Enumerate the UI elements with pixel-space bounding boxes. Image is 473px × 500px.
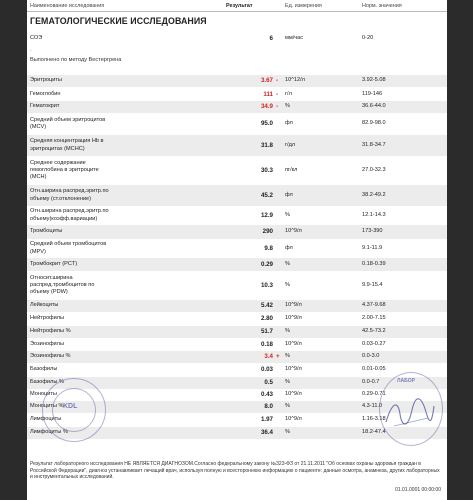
row-reference-range: 0-20 — [362, 35, 374, 42]
row-reference-range: 12.1-14.3 — [362, 211, 386, 218]
stamp-left-inner-ring — [52, 388, 96, 432]
row-unit: мм/час — [285, 35, 304, 42]
row-reference-range: 0.0-0.7 — [362, 379, 380, 386]
table-row — [27, 157, 447, 184]
table-row — [27, 339, 447, 351]
signature-icon — [382, 392, 437, 434]
row-unit: % — [285, 211, 290, 218]
disclaimer-text: Результат лабораторного исследования НЕ ЯВЛЯЕТСЯ ДИАГНОЗОМ.Согласно федеральному закону №323-ФЗ от 21.11.2011 "Об основах охраны здоровья граждан в Российской Федерации", диагноз устанавливает лечащий врач, используя полную и всестороннюю информацию о пациенте: данные осмотра, анамнеза, других лабораторных и инструментальных исследований. — [30, 461, 440, 481]
row-test-name: Гемоглобин — [30, 90, 61, 97]
row-reference-range: 0.01-0.05 — [362, 366, 386, 373]
row-result-value: 95.0 — [260, 120, 273, 128]
row-flag: + — [276, 353, 280, 361]
table-row — [27, 240, 447, 257]
table-row — [27, 33, 447, 45]
row-result-value: 290 — [262, 228, 273, 236]
row-reference-range: 3.92-5.08 — [362, 77, 386, 84]
table-row — [27, 75, 447, 87]
row-test-name: Средняя концентрация Hb в эритроцитах (MCHC) — [30, 138, 104, 152]
header-name: Наименование исследования — [30, 3, 105, 9]
row-unit: 10^9/л — [285, 302, 302, 309]
row-test-name: Отн.ширина распред.эритр.по объему(коэфф.вариации) — [30, 208, 109, 222]
row-unit: пг/кл — [285, 166, 298, 173]
row-flag: - — [276, 90, 279, 98]
row-test-name: Относит.ширина распред.тромбоцитов по объему (PDW) — [30, 274, 95, 296]
method-note: Выполнено по методу Вестергрена — [30, 57, 122, 63]
row-result-value: 30.3 — [260, 166, 273, 174]
row-test-name: Нейтрофилы % — [30, 328, 71, 335]
table-row — [27, 326, 447, 338]
row-unit: % — [285, 379, 290, 386]
table-row — [27, 207, 447, 224]
row-reference-range: 27.0-32.3 — [362, 166, 386, 173]
row-unit: фл — [285, 244, 293, 251]
section-title: ГЕМАТОЛОГИЧЕСКИЕ ИССЛЕДОВАНИЯ — [30, 16, 207, 26]
row-unit: % — [285, 281, 290, 288]
table-row — [27, 364, 447, 376]
row-unit: % — [285, 328, 290, 335]
row-result-value: 9.8 — [264, 244, 273, 252]
row-unit: % — [285, 260, 290, 267]
table-row — [27, 258, 447, 271]
row-test-name: Эозинофилы % — [30, 353, 71, 360]
stamp-right-text: ЛАБОР — [397, 378, 415, 384]
table-row — [27, 225, 447, 239]
row-result-value: 34.9 — [260, 103, 273, 111]
row-result-value: 6 — [269, 35, 273, 43]
row-result-value: 8.0 — [264, 403, 273, 411]
row-reference-range: 0.0-3.0 — [362, 353, 380, 360]
row-test-name: Лимфоциты % — [30, 429, 68, 436]
row-reference-range: 119-146 — [362, 90, 383, 97]
row-test-name: Эозинофилы — [30, 341, 64, 348]
row-unit: 10^9/л — [285, 391, 302, 398]
table-row — [27, 185, 447, 206]
row-result-value: 51.7 — [260, 328, 273, 336]
row-test-name: Лейкоциты — [30, 302, 59, 309]
row-reference-range: 4.37-9.68 — [362, 302, 386, 309]
stamp-left-text: KDL — [63, 403, 78, 410]
row-unit: % — [285, 403, 290, 410]
row-reference-range: 4.3-11.0 — [362, 403, 383, 410]
table-row — [27, 101, 447, 113]
row-reference-range: 38.2-49.2 — [362, 191, 386, 198]
row-reference-range: 9.1-11.9 — [362, 244, 383, 251]
row-unit: % — [285, 429, 290, 436]
row-reference-range: 0.29-0.71 — [362, 391, 386, 398]
row-reference-range: 0.18-0.39 — [362, 260, 386, 267]
row-reference-range: 36.6-44.0 — [362, 103, 386, 110]
row-test-name: Моноциты % — [30, 403, 64, 410]
row-test-name: Тромбоциты — [30, 228, 63, 235]
row-test-name: Средний объем эритроцитов (MCV) — [30, 116, 106, 130]
footer-timestamp: 01.01.0001 00:00:00 — [395, 487, 441, 493]
table-row — [27, 89, 447, 100]
row-test-name: Отн.ширина распред.эритр.по объему (ст.отклонение) — [30, 188, 109, 202]
row-test-name: Лимфоциты — [30, 416, 62, 423]
row-result-value: 0.29 — [260, 260, 273, 268]
row-result-value: 0.03 — [260, 366, 273, 374]
row-unit: г/л — [285, 90, 292, 97]
row-unit: фл — [285, 120, 293, 127]
row-test-name: Моноциты — [30, 391, 57, 398]
table-row — [27, 313, 447, 325]
row-result-value: 10.3 — [260, 281, 273, 289]
row-unit: фл — [285, 191, 293, 198]
row-result-value: 5.42 — [260, 302, 273, 310]
row-result-value: 1.97 — [260, 416, 273, 424]
row-result-value: 2.80 — [260, 315, 273, 323]
row-flag: - — [276, 77, 279, 85]
row-result-value: 3.4 — [264, 353, 273, 361]
row-result-value: 111 — [263, 90, 273, 98]
row-reference-range: 2.00-7.15 — [362, 315, 386, 322]
table-row — [27, 351, 447, 363]
row-test-name: Базофилы — [30, 366, 58, 373]
table-row — [27, 114, 447, 134]
row-test-name: Базофилы % — [30, 379, 64, 386]
row-result-value: 3.67 — [260, 77, 273, 85]
row-test-name: Нейтрофилы — [30, 315, 65, 322]
table-row — [27, 135, 447, 156]
row-test-name: Эритроциты — [30, 77, 62, 84]
row-unit: 10^9/л — [285, 228, 302, 235]
row-reference-range: 42.5-73.2 — [362, 328, 386, 335]
row-reference-range: 0.03-0.27 — [362, 341, 386, 348]
row-test-name: Средний объем тромбоцитов (MPV) — [30, 241, 107, 255]
row-result-value: 0.5 — [264, 379, 273, 387]
row-reference-range: 31.8-34.7 — [362, 141, 386, 148]
row-result-value: 31.8 — [260, 141, 273, 149]
header-ref: Норм. значения — [362, 3, 402, 9]
row-unit: г/дл — [285, 141, 296, 148]
row-result-value: 0.18 — [260, 341, 273, 349]
row-test-name: Среднее содержание гемоглобина в эритроците (MCH) — [30, 159, 99, 181]
row-reference-range: 18.2-47.4 — [362, 429, 386, 436]
row-reference-range: 173-390 — [362, 228, 383, 235]
row-test-name: Гематокрит — [30, 103, 60, 110]
row-unit: 10^9/л — [285, 416, 302, 423]
row-test-name: Тромбокрит (PCT) — [30, 260, 78, 267]
row-result-value: 36.4 — [260, 429, 273, 437]
table-row — [27, 300, 447, 312]
row-result-value: 0.43 — [260, 391, 273, 399]
row-reference-range: 1.16-3.18 — [362, 416, 386, 423]
row-flag: - — [276, 103, 279, 111]
row-unit: 10^9/л — [285, 341, 302, 348]
row-result-value: 45.2 — [260, 191, 273, 199]
row-result-value: 12.9 — [260, 211, 273, 219]
table-header — [27, 0, 447, 12]
table-row — [27, 272, 447, 299]
row-unit: 10^9/л — [285, 366, 302, 373]
method-dot: . — [30, 47, 32, 53]
row-unit: 10^12/л — [285, 77, 305, 84]
row-unit: % — [285, 103, 290, 110]
row-reference-range: 82.9-98.0 — [362, 120, 386, 127]
header-unit: Ед. измерения — [285, 3, 322, 9]
row-unit: 10^9/л — [285, 315, 302, 322]
row-unit: % — [285, 353, 290, 360]
row-test-name: СОЭ — [30, 35, 43, 42]
row-reference-range: 9.9-15.4 — [362, 281, 383, 288]
lab-report-sheet — [27, 0, 447, 500]
header-result: Результат — [226, 3, 253, 9]
